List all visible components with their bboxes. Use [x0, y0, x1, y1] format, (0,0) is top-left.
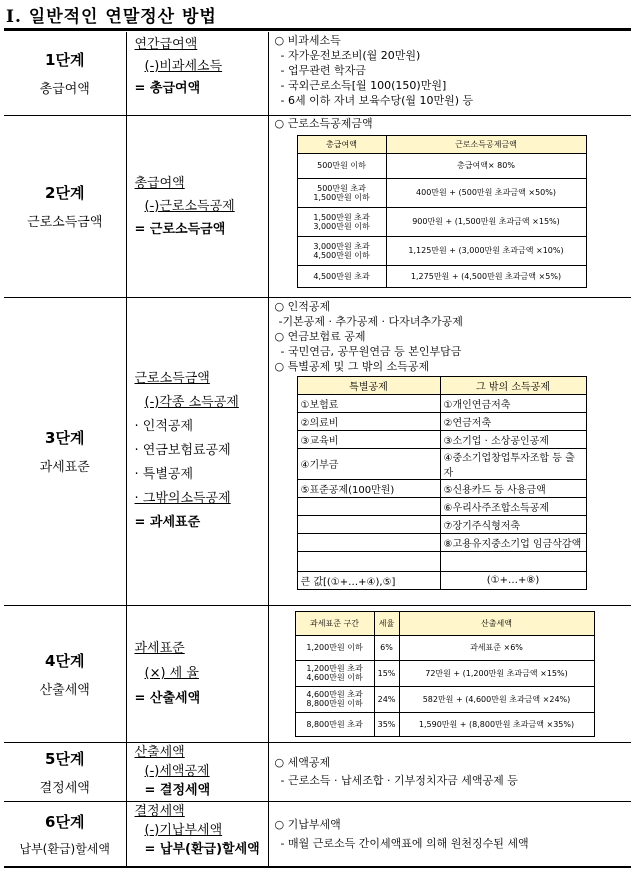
page-title: Ⅰ. 일반적인 연말정산 방법	[6, 7, 217, 27]
step3-desc-line: - 국민연금, 공무원연금 등 본인부담금	[280, 344, 462, 358]
special-deduction-item	[297, 497, 440, 515]
step3-formula-7: = 과세표준	[134, 515, 201, 530]
step1-row	[4, 32, 631, 115]
tax-rate-header-3: 산출세액	[399, 611, 594, 635]
tax-rate-table	[295, 611, 595, 737]
deduction-range: 3,000만원 초과 4,500만원 이하	[297, 236, 386, 265]
deduction-header-2: 근로소득공제금액	[386, 135, 586, 153]
step2-formula-1: 총급여액	[134, 175, 185, 191]
step1-desc-item: - 업무관련 학자금	[280, 64, 366, 77]
step1-desc-cell	[268, 32, 631, 115]
step3-desc-line: ○ 특별공제 및 그 밖의 소득공제	[274, 359, 430, 373]
step3-label-cell	[4, 297, 126, 605]
title-rule	[4, 28, 631, 31]
deduction-table	[297, 135, 587, 288]
step6-row	[4, 801, 631, 867]
step5-desc-line: ○ 세액공제	[274, 755, 331, 769]
step4-formula-cell	[126, 605, 268, 742]
step2-formula-cell	[126, 115, 268, 297]
step6-label-cell	[4, 801, 126, 867]
step3-formula-5: · 특별공제	[134, 467, 193, 482]
deduction-range: 500만원 이하	[297, 153, 386, 178]
step4-formula-1: 과세표준	[134, 641, 185, 656]
deduction-amount: 1,125만원 + (3,000만원 초과금액 ×10%)	[386, 236, 586, 265]
step3-desc-line: ○ 연금보험료 공제	[274, 329, 366, 343]
step1-formula-cell	[126, 32, 268, 115]
step2-desc-head: ○ 근로소득공제금액	[274, 116, 373, 130]
special-deduction-item: ③교육비	[297, 430, 440, 448]
tax-rate-header-1: 과세표준 구간	[295, 611, 374, 635]
step1-formula-1: 연간급여액	[134, 37, 198, 52]
tax-amount: 1,590만원 + (8,800만원 초과금액 ×35%)	[399, 712, 594, 736]
step4-name: 산출세액	[39, 682, 90, 698]
other-deduction-header: 그 밖의 소득공제	[440, 376, 586, 394]
step4-label-cell	[4, 605, 126, 742]
step5-number: 5단계	[45, 749, 85, 768]
step5-formula-2: (-)세액공제	[144, 763, 210, 779]
deduction-amount: 900만원 + (1,500만원 초과금액 ×15%)	[386, 207, 586, 236]
tax-amount: 582만원 + (4,600만원 초과금액 ×24%)	[399, 686, 594, 712]
deduction-amount: 1,275만원 + (4,500만원 초과금액 ×5%)	[386, 265, 586, 287]
special-deduction-blank	[297, 551, 440, 571]
step6-formula-3: = 납부(환급)할세액	[144, 841, 260, 857]
tax-bracket: 1,200만원 이하	[295, 635, 374, 660]
step3-number: 3단계	[45, 429, 85, 447]
tax-bracket: 4,600만원 초과 8,800만원 이하	[295, 686, 374, 712]
tax-amount: 72만원 + (1,200만원 초과금액 ×15%)	[399, 660, 594, 686]
step1-formula-3: = 총급여액	[134, 81, 201, 96]
step3-formula-4: · 연금보험료공제	[134, 443, 231, 458]
step1-label-cell	[4, 32, 126, 115]
special-deduction-header: 특별공제	[297, 376, 440, 394]
tax-rate-header-2: 세율	[374, 611, 399, 635]
step5-formula-3: = 결정세액	[144, 782, 211, 798]
step1-desc-item: - 자가운전보조비(월 20만원)	[280, 49, 421, 62]
step4-row	[4, 605, 631, 742]
step1-desc-item: - 국외근로소득[월 100(150)만원]	[280, 79, 447, 92]
step4-formula-3: = 산출세액	[134, 691, 201, 706]
tax-rate: 35%	[374, 712, 399, 736]
step1-number: 1단계	[45, 51, 85, 70]
tax-rate: 24%	[374, 686, 399, 712]
step5-formula-1: 산출세액	[134, 744, 185, 760]
special-deduction-item: ⑤표준공제(100만원)	[297, 479, 440, 497]
deduction-range: 500만원 초과 1,500만원 이하	[297, 178, 386, 207]
other-deduction-item: ④중소기업창업투자조합 등 출자	[440, 448, 586, 479]
other-deduction-blank	[440, 551, 586, 571]
step6-desc-cell	[268, 801, 631, 867]
step3-formula-3: · 인적공제	[134, 419, 193, 434]
deduction-amount: 400만원 + (500만원 초과금액 ×50%)	[386, 178, 586, 207]
step6-name: 납부(환급)할세액	[19, 841, 110, 856]
step4-number: 4단계	[45, 651, 85, 670]
other-deduction-item: ⑧고용유지중소기업 임금삭감액	[440, 533, 586, 551]
special-deduction-item: ①보험료	[297, 394, 440, 412]
step1-formula-2: (-)비과세소득	[144, 59, 223, 74]
special-deduction-item	[297, 533, 440, 551]
step5-formula-cell	[126, 742, 268, 801]
step6-desc-line: - 매월 근로소득 간이세액표에 의해 원천징수된 세액	[280, 836, 529, 850]
step6-formula-2: (-)기납부세액	[144, 822, 223, 838]
other-deduction-item: ①개인연금저축	[440, 394, 586, 412]
tax-bracket: 1,200만원 초과 4,600만원 이하	[295, 660, 374, 686]
step6-desc-line: ○ 기납부세액	[274, 817, 341, 831]
step5-label-cell	[4, 742, 126, 801]
step5-name: 결정세액	[39, 780, 90, 796]
settlement-steps-table	[4, 32, 631, 868]
step4-desc-cell	[268, 605, 631, 742]
step5-row	[4, 742, 631, 801]
deduction-range: 4,500만원 초과	[297, 265, 386, 287]
step2-formula-3: = 근로소득금액	[134, 221, 226, 237]
step6-formula-1: 결정세액	[134, 803, 185, 819]
deduction-header-1: 총급여액	[297, 135, 386, 153]
step5-desc-line: - 근로소득 · 납세조합 · 기부정치자금 세액공제 등	[280, 773, 518, 787]
step4-formula-2: (×) 세 율	[144, 666, 199, 681]
step2-formula-2: (-)근로소득공제	[144, 198, 235, 214]
special-deduction-item: ④기부금	[297, 448, 440, 479]
step3-desc-line: ○ 인적공제	[274, 299, 331, 313]
other-deduction-item: ⑦장기주식형저축	[440, 515, 586, 533]
other-deduction-item: ⑤신용카드 등 사용금액	[440, 479, 586, 497]
other-deduction-item: ③소기업 · 소상공인공제	[440, 430, 586, 448]
other-deduction-item: ②연금저축	[440, 412, 586, 430]
tax-bracket: 8,800만원 초과	[295, 712, 374, 736]
other-deduction-formula: (①+…+⑧)	[440, 571, 586, 589]
step2-row	[4, 115, 631, 297]
step3-row	[4, 297, 631, 605]
tax-amount: 과세표준 ×6%	[399, 635, 594, 660]
step3-desc-cell	[268, 297, 631, 605]
step1-desc-item: - 6세 이하 자녀 보육수당(월 10만원) 등	[280, 94, 474, 107]
step6-number: 6단계	[45, 812, 85, 831]
special-deduction-formula: 큰 값[(①+…+④),⑤]	[297, 571, 440, 589]
tax-rate: 6%	[374, 635, 399, 660]
deduction-amount: 총급여액× 80%	[386, 153, 586, 178]
step3-desc-line: -기본공제 · 추가공제 · 다자녀추가공제	[278, 314, 463, 328]
step6-formula-cell	[126, 801, 268, 867]
other-deduction-item: ⑥우리사주조합소득공제	[440, 497, 586, 515]
step3-formula-1: 근로소득금액	[134, 371, 210, 386]
step5-desc-cell	[268, 742, 631, 801]
step1-name: 총급여액	[39, 82, 90, 98]
tax-rate: 15%	[374, 660, 399, 686]
step2-label-cell	[4, 115, 126, 297]
special-deduction-item: ②의료비	[297, 412, 440, 430]
step3-formula-cell	[126, 297, 268, 605]
special-deduction-item	[297, 515, 440, 533]
step2-name: 근로소득금액	[27, 215, 103, 230]
step1-desc-head: ○ 비과세소득	[274, 34, 341, 47]
deduction-range: 1,500만원 초과 3,000만원 이하	[297, 207, 386, 236]
step3-name: 과세표준	[39, 460, 90, 475]
step2-desc-cell	[268, 115, 631, 297]
step3-formula-6: · 그밖의소득공제	[134, 491, 231, 506]
step2-number: 2단계	[45, 184, 85, 202]
step3-formula-2: (-)각종 소득공제	[144, 395, 239, 410]
special-deduction-table	[297, 376, 587, 590]
